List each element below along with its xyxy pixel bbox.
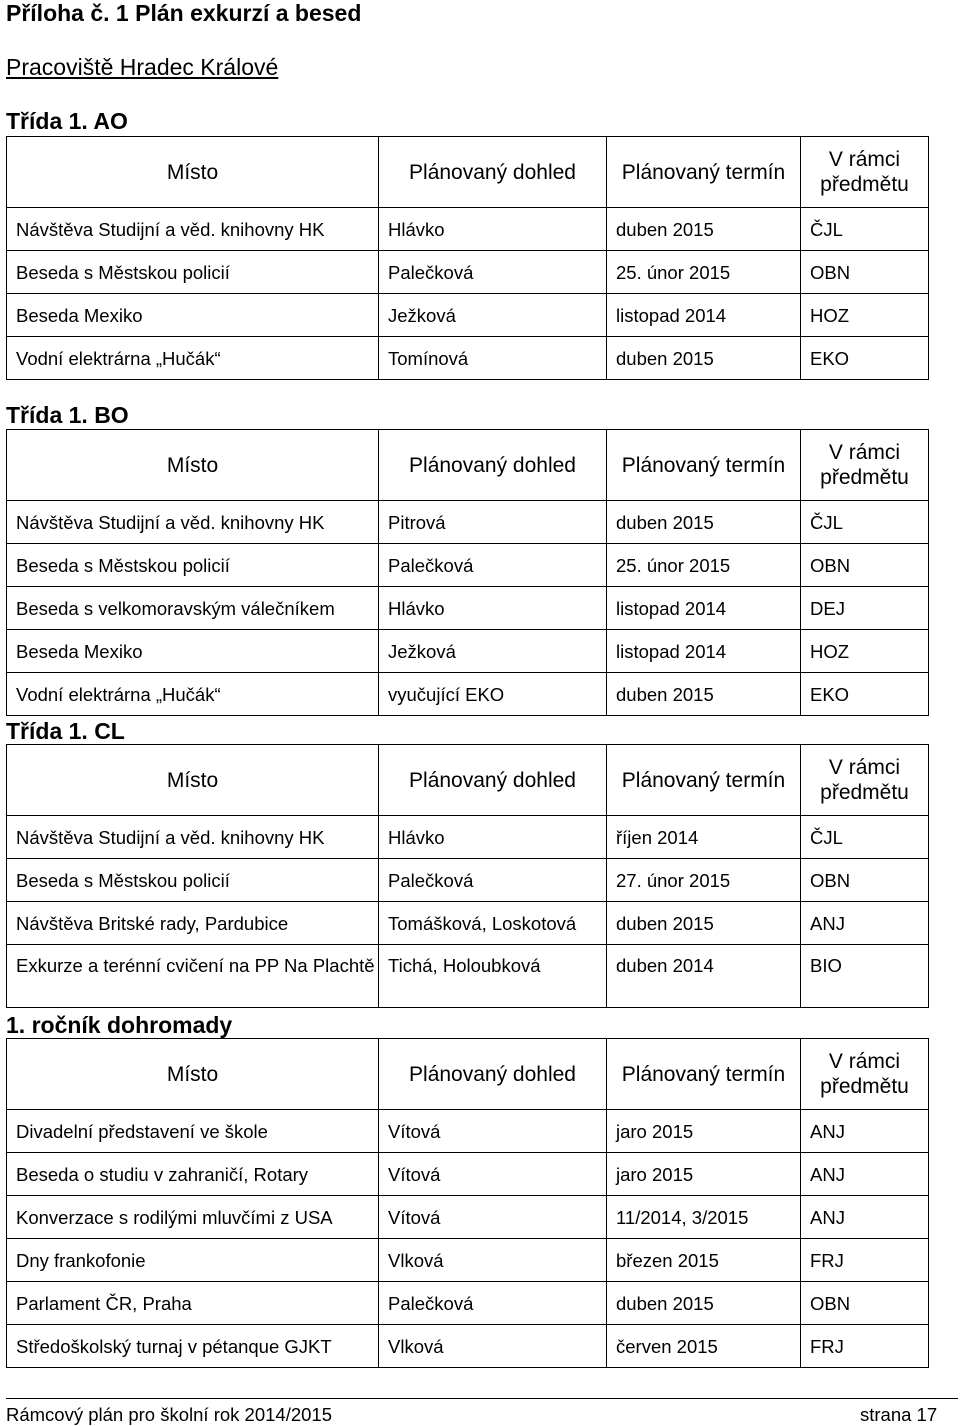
cell-date: červen 2015 (607, 1325, 801, 1368)
cell-subject: FRJ (801, 1325, 929, 1368)
cell-subject: DEJ (801, 587, 929, 630)
cell-supervisor: Ježková (379, 630, 607, 673)
table-row (7, 294, 929, 337)
cell-place: Vodní elektrárna „Hučák“ (7, 337, 379, 380)
excursion-table (6, 1038, 929, 1368)
footer-page-number: strana 17 (860, 1404, 938, 1425)
cell-subject: ČJL (801, 816, 929, 859)
footer-document-title: Rámcový plán pro školní rok 2014/2015 (6, 1404, 332, 1425)
excursion-table (6, 429, 929, 716)
cell-date: listopad 2014 (607, 630, 801, 673)
cell-place: Beseda s Městskou policií (7, 251, 379, 294)
table-row (7, 544, 929, 587)
cell-subject: ANJ (801, 1196, 929, 1239)
table-header-row (7, 1039, 929, 1110)
cell-subject: OBN (801, 544, 929, 587)
cell-place: Návštěva Studijní a věd. knihovny HK (7, 208, 379, 251)
cell-date: 25. únor 2015 (607, 544, 801, 587)
cell-date: 11/2014, 3/2015 (607, 1196, 801, 1239)
cell-subject: OBN (801, 1282, 929, 1325)
table-row (7, 945, 929, 1008)
cell-date: listopad 2014 (607, 294, 801, 337)
table-row (7, 673, 929, 716)
cell-subject: ČJL (801, 208, 929, 251)
section-title: Třída 1. AO (6, 108, 128, 134)
table-row (7, 630, 929, 673)
header-place: Místo (7, 1039, 379, 1110)
cell-date: duben 2015 (607, 337, 801, 380)
cell-place: Návštěva Studijní a věd. knihovny HK (7, 816, 379, 859)
cell-supervisor: Vlková (379, 1239, 607, 1282)
header-supervisor: Plánovaný dohled (379, 137, 607, 208)
cell-place: Návštěva Studijní a věd. knihovny HK (7, 501, 379, 544)
cell-supervisor: Tomínová (379, 337, 607, 380)
header-supervisor: Plánovaný dohled (379, 430, 607, 501)
table-header-row (7, 137, 929, 208)
table-row (7, 251, 929, 294)
cell-supervisor: Tomášková, Loskotová (379, 902, 607, 945)
header-place: Místo (7, 430, 379, 501)
cell-date: duben 2015 (607, 673, 801, 716)
table-row (7, 208, 929, 251)
table-header-row (7, 745, 929, 816)
cell-date: březen 2015 (607, 1239, 801, 1282)
cell-place: Konverzace s rodilými mluvčími z USA (7, 1196, 379, 1239)
cell-subject: ANJ (801, 1110, 929, 1153)
cell-subject: EKO (801, 673, 929, 716)
cell-supervisor: Palečková (379, 1282, 607, 1325)
cell-supervisor: Palečková (379, 859, 607, 902)
cell-date: 25. únor 2015 (607, 251, 801, 294)
table-row (7, 859, 929, 902)
header-date: Plánovaný termín (607, 745, 801, 816)
cell-supervisor: Vlková (379, 1325, 607, 1368)
header-supervisor: Plánovaný dohled (379, 1039, 607, 1110)
cell-supervisor: Vítová (379, 1110, 607, 1153)
cell-supervisor: Palečková (379, 544, 607, 587)
cell-supervisor: Palečková (379, 251, 607, 294)
table-row (7, 337, 929, 380)
cell-subject: OBN (801, 251, 929, 294)
section-title: Třída 1. BO (6, 402, 129, 428)
footer-divider (6, 1398, 958, 1399)
cell-supervisor: Tichá, Holoubková (379, 945, 607, 1008)
header-date: Plánovaný termín (607, 430, 801, 501)
table-row (7, 1110, 929, 1153)
section-title: 1. ročník dohromady (6, 1012, 233, 1038)
cell-place: Středoškolský turnaj v pétanque GJKT (7, 1325, 379, 1368)
excursion-table (6, 744, 929, 1008)
cell-place: Beseda s velkomoravským válečníkem (7, 587, 379, 630)
cell-subject: EKO (801, 337, 929, 380)
cell-date: duben 2015 (607, 208, 801, 251)
page-title: Příloha č. 1 Plán exkurzí a besed (6, 0, 362, 26)
cell-date: listopad 2014 (607, 587, 801, 630)
table-row (7, 1196, 929, 1239)
cell-subject: OBN (801, 859, 929, 902)
cell-date: duben 2015 (607, 1282, 801, 1325)
table-row (7, 1153, 929, 1196)
cell-supervisor: Hlávko (379, 816, 607, 859)
cell-date: jaro 2015 (607, 1153, 801, 1196)
cell-date: duben 2015 (607, 501, 801, 544)
cell-place: Beseda Mexiko (7, 294, 379, 337)
cell-place: Návštěva Britské rady, Pardubice (7, 902, 379, 945)
cell-date: duben 2015 (607, 902, 801, 945)
table-row (7, 1239, 929, 1282)
cell-subject: ANJ (801, 1153, 929, 1196)
cell-place: Beseda s Městskou policií (7, 859, 379, 902)
cell-date: 27. únor 2015 (607, 859, 801, 902)
cell-place: Vodní elektrárna „Hučák“ (7, 673, 379, 716)
cell-date: duben 2014 (607, 945, 801, 1008)
cell-subject: ČJL (801, 501, 929, 544)
table-row (7, 501, 929, 544)
workplace-heading: Pracoviště Hradec Králové (6, 54, 279, 80)
header-subject: V rámci předmětu (801, 430, 929, 501)
cell-date: říjen 2014 (607, 816, 801, 859)
header-place: Místo (7, 745, 379, 816)
section-title: Třída 1. CL (6, 718, 125, 744)
header-subject: V rámci předmětu (801, 1039, 929, 1110)
cell-place: Exkurze a terénní cvičení na PP Na Plachtě (7, 945, 379, 1008)
excursion-table (6, 136, 929, 380)
cell-supervisor: Vítová (379, 1196, 607, 1239)
cell-subject: FRJ (801, 1239, 929, 1282)
cell-subject: HOZ (801, 294, 929, 337)
table-row (7, 1282, 929, 1325)
table-row (7, 816, 929, 859)
table-row (7, 902, 929, 945)
table-row (7, 1325, 929, 1368)
header-subject: V rámci předmětu (801, 137, 929, 208)
cell-supervisor: vyučující EKO (379, 673, 607, 716)
cell-supervisor: Ježková (379, 294, 607, 337)
cell-subject: ANJ (801, 902, 929, 945)
cell-supervisor: Pitrová (379, 501, 607, 544)
cell-place: Dny frankofonie (7, 1239, 379, 1282)
header-supervisor: Plánovaný dohled (379, 745, 607, 816)
table-header-row (7, 430, 929, 501)
header-date: Plánovaný termín (607, 137, 801, 208)
cell-supervisor: Vítová (379, 1153, 607, 1196)
header-place: Místo (7, 137, 379, 208)
cell-place: Divadelní představení ve škole (7, 1110, 379, 1153)
cell-place: Beseda s Městskou policií (7, 544, 379, 587)
cell-subject: HOZ (801, 630, 929, 673)
cell-place: Parlament ČR, Praha (7, 1282, 379, 1325)
header-subject: V rámci předmětu (801, 745, 929, 816)
cell-subject: BIO (801, 945, 929, 1008)
table-row (7, 587, 929, 630)
cell-supervisor: Hlávko (379, 587, 607, 630)
cell-place: Beseda Mexiko (7, 630, 379, 673)
header-date: Plánovaný termín (607, 1039, 801, 1110)
cell-supervisor: Hlávko (379, 208, 607, 251)
cell-date: jaro 2015 (607, 1110, 801, 1153)
cell-place: Beseda o studiu v zahraničí, Rotary (7, 1153, 379, 1196)
